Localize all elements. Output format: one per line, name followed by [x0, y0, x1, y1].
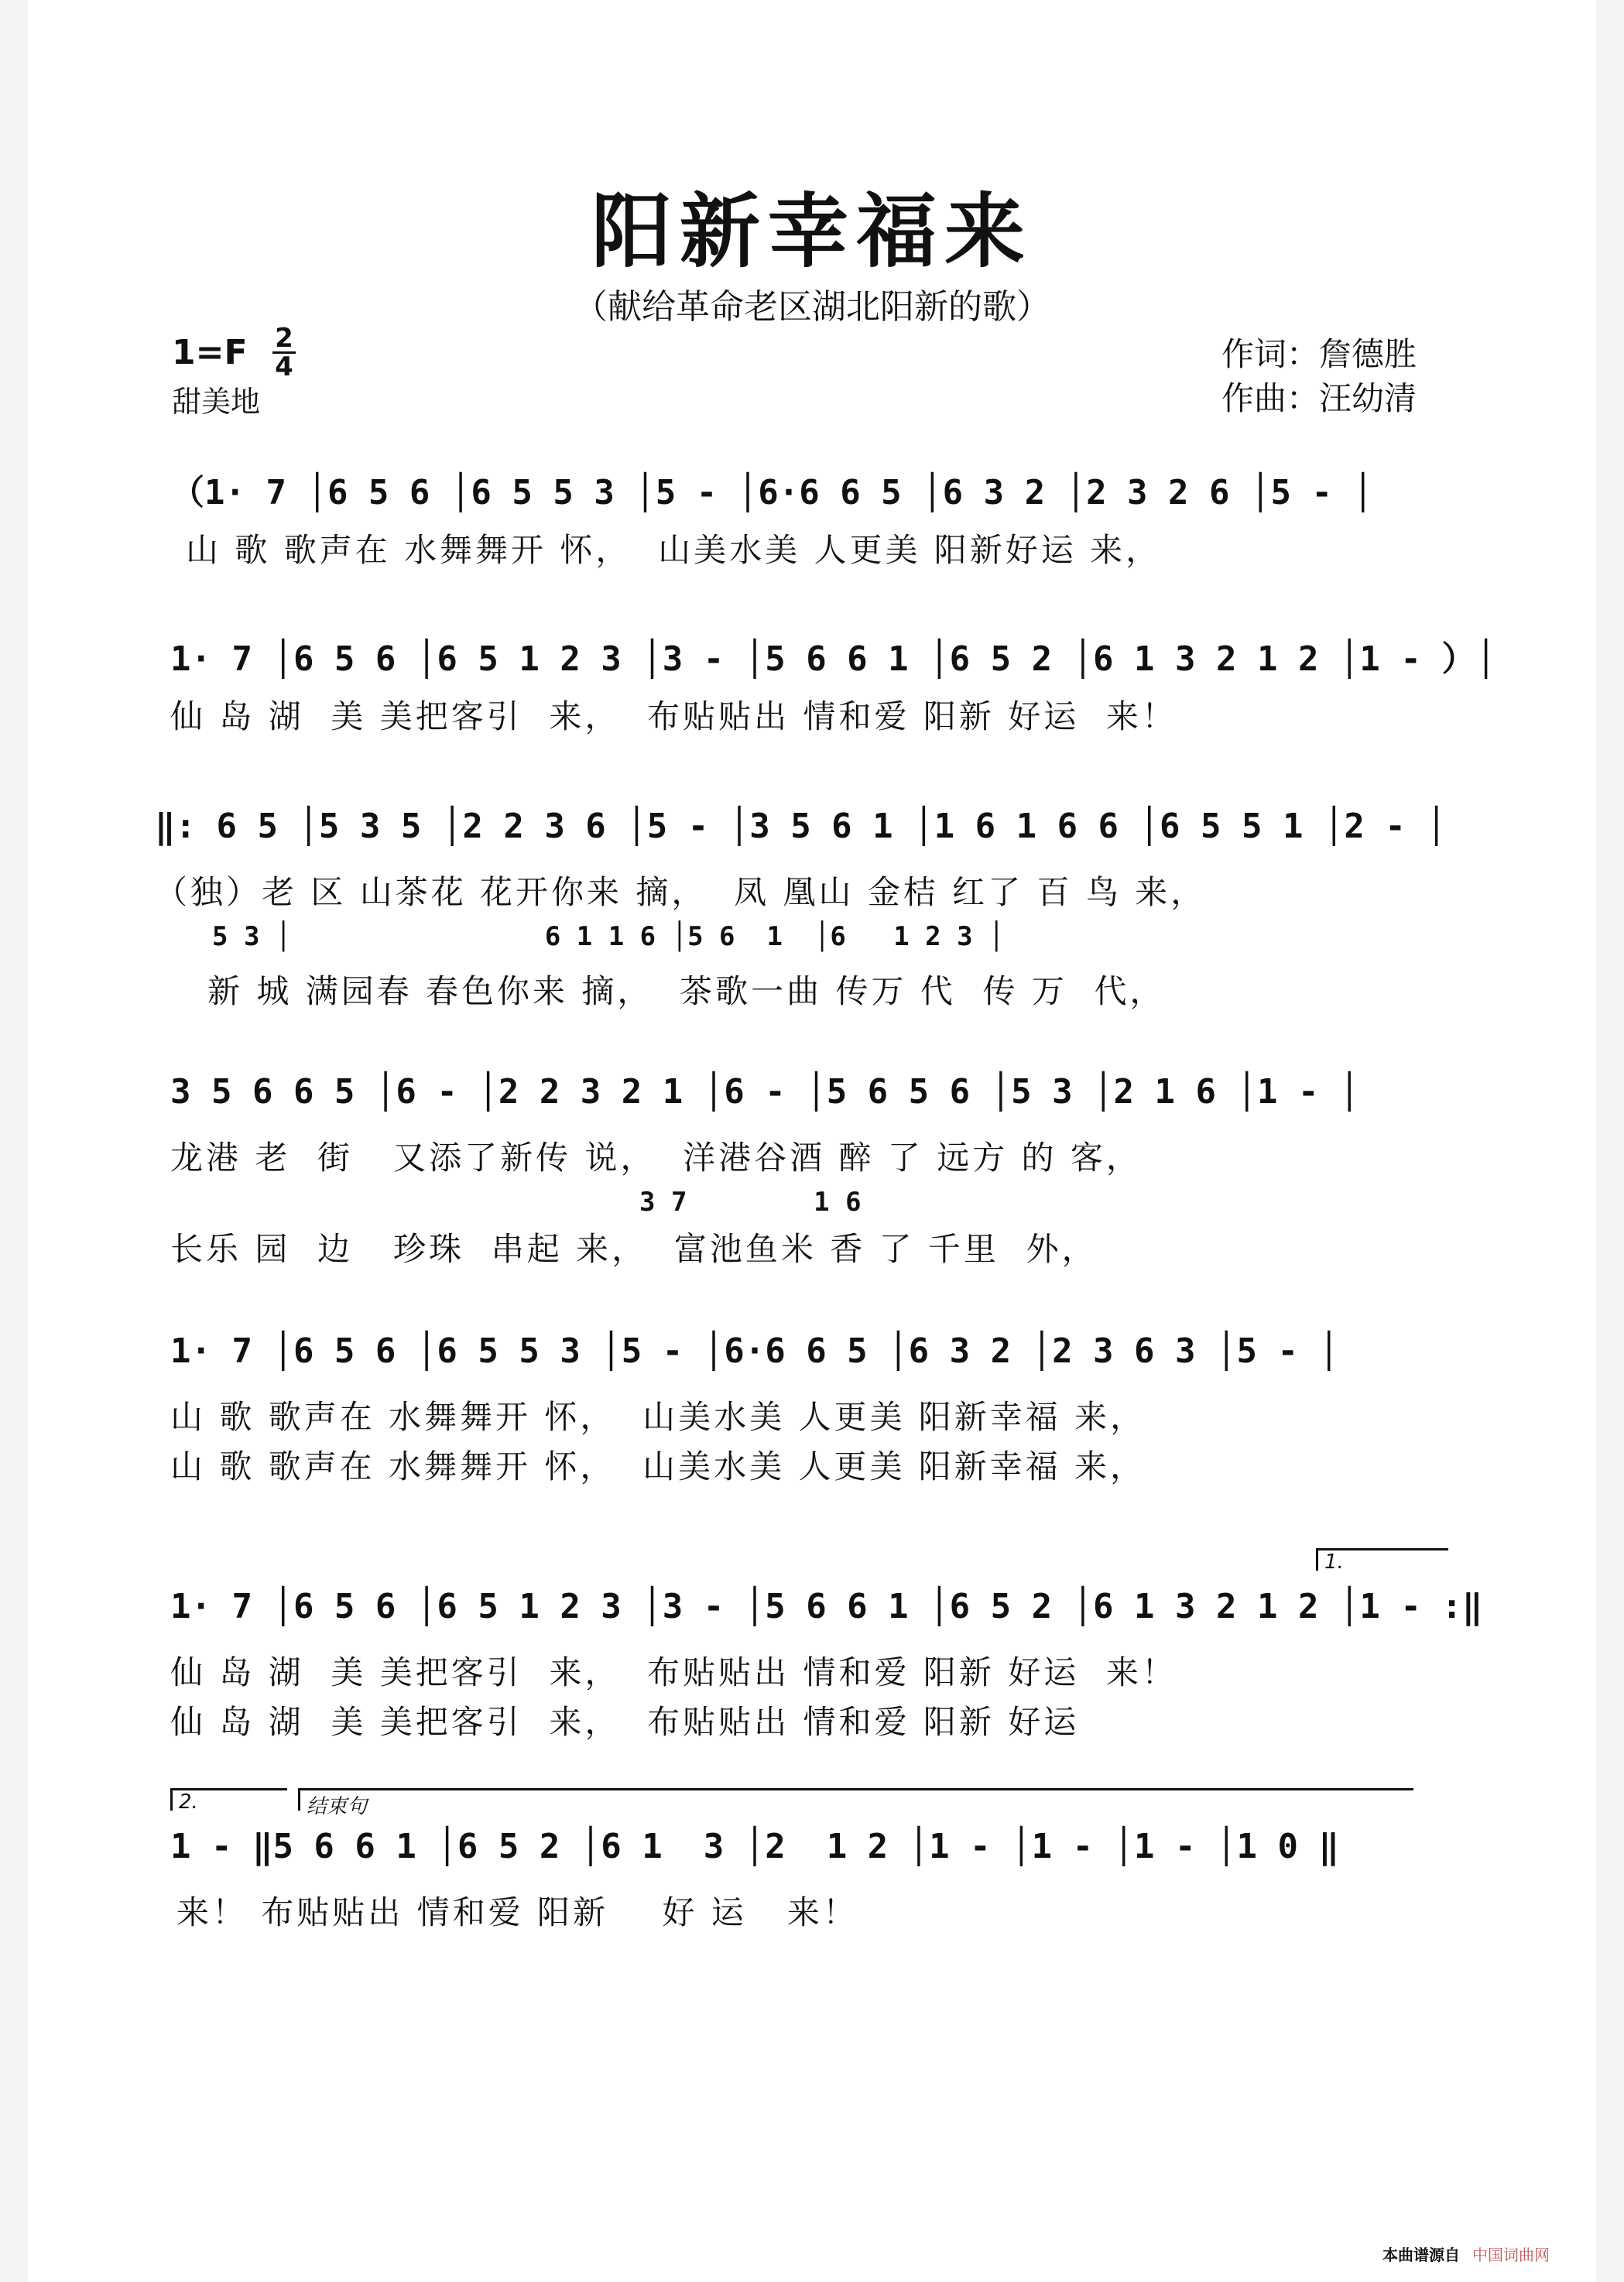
lyric-line-verse-2: 新 城 满园春 春色你来 摘， 茶歌一曲 传万 代 传 万 代， — [207, 972, 1166, 1010]
notation-line: 1 - ‖5 6 6 1 │6 5 2 │6 1 3 │2 1 2 │1 - │1 - │1 - │1 0 ‖ — [170, 1827, 1339, 1866]
first-ending-bracket: 1. — [1316, 1548, 1448, 1571]
score-system-7 — [170, 1788, 1459, 1931]
time-signature-bottom: 4 — [275, 351, 293, 382]
lyric-line-verse-1: （独）老 区 山茶花 花开你来 摘， 凤 凰山 金桔 红了 百 鸟 来， — [155, 873, 1207, 911]
score-system-5 — [170, 1331, 1459, 1486]
second-ending-bracket: 2. — [170, 1788, 287, 1811]
left-margin-strip — [0, 0, 28, 2282]
song-title: 阳新幸福来 — [591, 183, 1033, 279]
source-footer — [1382, 2243, 1550, 2265]
lyric-line-verse-2: 长乐 园 边 珍珠 串起 来， 富池鱼米 香 了 千里 外， — [170, 1230, 1098, 1268]
score-system-4 — [170, 1072, 1459, 1266]
time-signature — [272, 325, 296, 380]
tempo-mark: 甜美地 — [172, 385, 261, 419]
lyric-line: 山 歌 歌声在 水舞舞开 怀， 山美水美 人更美 阳新好运 来， — [186, 531, 1162, 569]
score-system-3 — [155, 807, 1447, 1010]
score-system-2 — [170, 631, 1496, 739]
song-subtitle: （献给革命老区湖北阳新的歌） — [574, 287, 1050, 327]
lyric-line-verse-2: 山 歌 歌声在 水舞舞开 怀， 山美水美 人更美 阳新幸福 来， — [170, 1448, 1146, 1485]
notation-line: ‖: 6 5 │5 3 5 │2 2 3 6 │5 - │3 5 6 1 │1 6 1 6 6 │6 5 5 1 │2 - │ — [155, 807, 1447, 846]
alt-notation-line: 5 3 │ 6 1 1 6 │5 6 1 │6 1 2 3 │ — [212, 921, 1005, 952]
notation-line: 1· 7 │6 5 6 │6 5 1 2 3 │3 - │5 6 6 1 │6 5 2 │6 1 3 2 1 2 │1 - :‖ — [170, 1587, 1483, 1626]
lyric-line: 来！ 布贴贴出 情和爱 阳新 好 运 来！ — [176, 1893, 858, 1931]
time-signature-top: 2 — [275, 323, 293, 354]
footer-site[interactable]: 中国词曲网 — [1472, 2246, 1550, 2264]
notation-line: 3 5 6 6 5 │6 - │2 2 3 2 1 │6 - │5 6 5 6 │5 3 │2 1 6 │1 - │ — [170, 1072, 1360, 1112]
coda-bracket: 结束句 — [298, 1788, 1413, 1811]
composer: 作曲：汪幼清 — [1221, 379, 1417, 417]
right-margin-strip — [1596, 0, 1624, 2282]
score-system-1 — [170, 464, 1459, 573]
notation-line: 1· 7 │6 5 6 │6 5 5 3 │5 - │6·6 6 5 │6 3 2 │2 3 6 3 │5 - │ — [170, 1331, 1339, 1371]
lyricist: 作词：詹德胜 — [1221, 335, 1417, 373]
score-system-6 — [170, 1548, 1483, 1741]
notation-line: 1· 7 │6 5 6 │6 5 1 2 3 │3 - │5 6 6 1 │6 5 2 │6 1 3 2 1 2 │1 - ）│ — [170, 639, 1496, 679]
alt-notation-line: 3 7 1 6 — [639, 1187, 862, 1218]
lyric-line-verse-1: 山 歌 歌声在 水舞舞开 怀， 山美水美 人更美 阳新幸福 来， — [170, 1398, 1146, 1436]
notation-line: （1· 7 │6 5 6 │6 5 5 3 │5 - │6·6 6 5 │6 3 2 │2 3 2 6 │5 - │ — [170, 473, 1373, 512]
lyric-line-verse-1: 龙港 老 街 又添了新传 说， 洋港谷酒 醉 了 远方 的 客， — [170, 1139, 1142, 1177]
key-signature: 1=F — [172, 333, 248, 372]
footer-source: 本曲谱源自 — [1382, 2246, 1460, 2264]
lyric-line-verse-2: 仙 岛 湖 美 美把客引 来， 布贴贴出 情和爱 阳新 好运 — [170, 1703, 1080, 1741]
lyric-line-verse-1: 仙 岛 湖 美 美把客引 来， 布贴贴出 情和爱 阳新 好运 来！ — [170, 1653, 1177, 1691]
lyric-line: 仙 岛 湖 美 美把客引 来， 布贴贴出 情和爱 阳新 好运 来！ — [170, 697, 1177, 735]
